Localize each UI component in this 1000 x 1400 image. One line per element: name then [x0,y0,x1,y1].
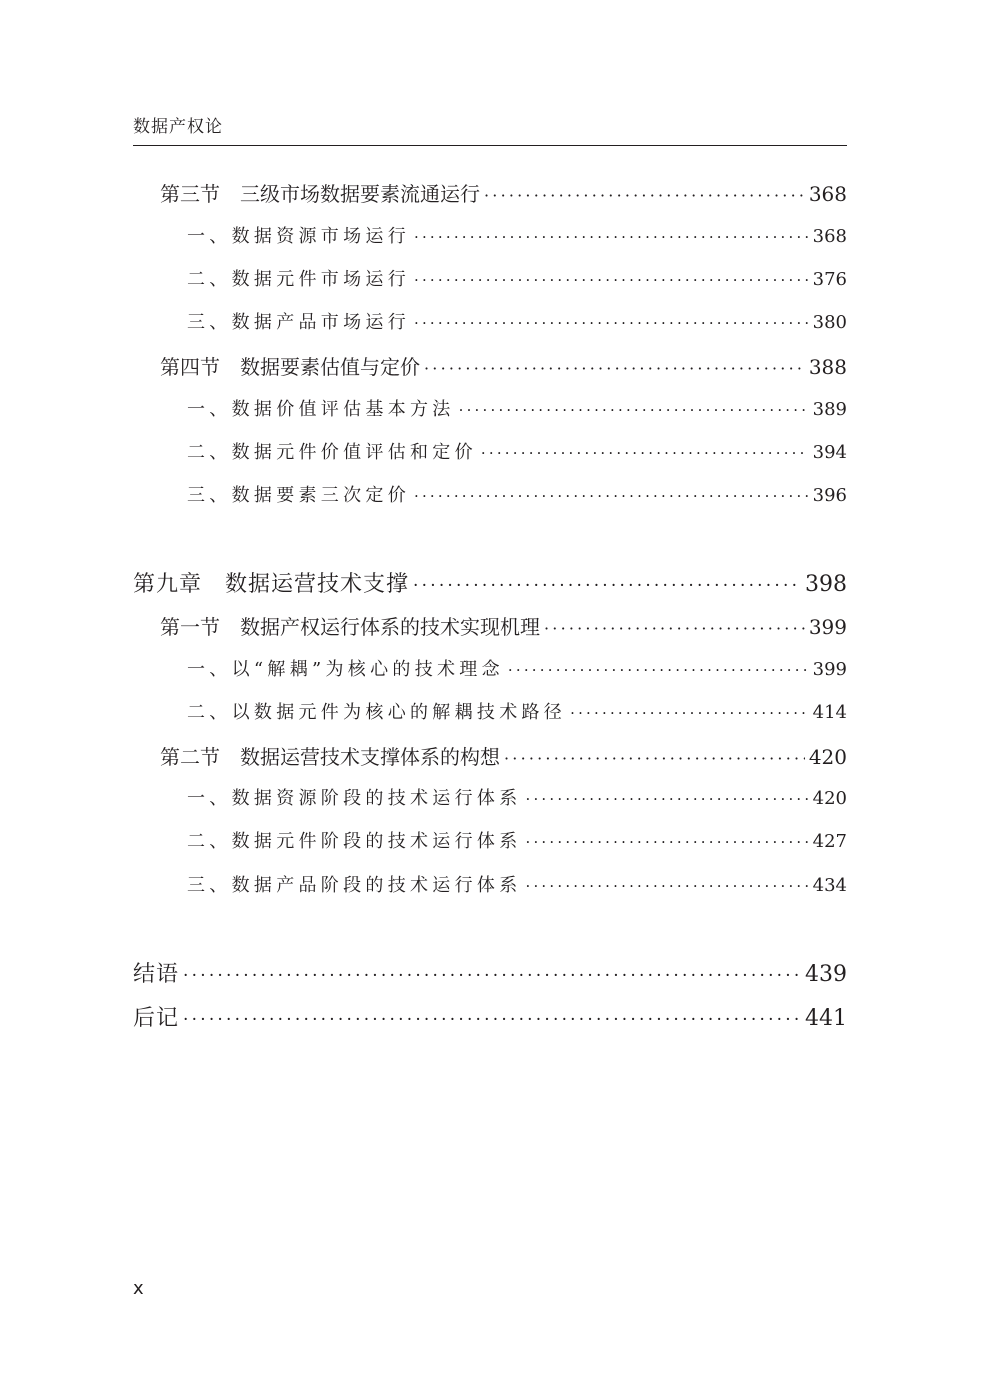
dot-leader [414,228,809,246]
dot-leader [484,186,805,205]
dot-leader [504,749,805,768]
toc-entry-label: 三、数据要素三次定价 [187,485,410,506]
toc-entry-label: 一、数据资源阶段的技术运行体系 [187,788,522,809]
toc-page-number: 376 [812,269,847,290]
toc-page-number: 399 [808,615,847,639]
toc-entry-label: 结语 [133,962,180,987]
toc-entry[interactable] [133,871,847,897]
toc-entry-label: 第三节 三级市场数据要素流通运行 [160,182,480,206]
toc-entry[interactable] [133,481,847,507]
dot-leader [413,576,801,596]
toc-entry[interactable] [133,698,847,724]
dot-leader [183,1010,801,1030]
toc-entry[interactable] [133,655,847,681]
dot-leader [459,401,809,419]
toc-page-number: 368 [808,182,847,206]
toc-entry-label: 二、以数据元件为核心的解耦技术路径 [187,702,567,723]
dot-leader [414,487,809,505]
dot-leader [414,271,809,289]
running-head-title: 数据产权论 [133,117,223,137]
dot-leader [526,877,809,895]
toc-entry[interactable] [133,178,847,207]
toc-page-number: 420 [812,788,847,809]
toc-entry[interactable] [133,438,847,464]
toc-entry[interactable] [133,395,847,421]
toc-page-number: 427 [812,831,847,852]
toc-page-number: 380 [812,312,847,333]
toc-entry-label: 二、数据元件阶段的技术运行体系 [187,831,522,852]
toc-entry[interactable] [133,308,847,334]
toc-entry[interactable] [133,351,847,380]
toc-page-number: 398 [805,572,847,597]
toc-entry[interactable] [133,265,847,291]
toc-entry[interactable] [133,784,847,810]
toc-entry-label: 二、数据元件价值评估和定价 [187,442,477,463]
toc-entry-label: 二、数据元件市场运行 [187,269,410,290]
dot-leader [414,314,809,332]
toc-entry-label: 三、数据产品阶段的技术运行体系 [187,875,522,896]
toc-page-number: 414 [812,702,847,723]
toc-entry-label: 一、数据价值评估基本方法 [187,399,455,420]
toc-entry[interactable] [133,567,847,598]
dot-leader [544,619,805,638]
toc-page-number: 388 [808,355,847,379]
dot-leader [526,790,809,808]
dot-leader [481,444,809,462]
header-divider [133,145,847,146]
page-number: x [133,1278,144,1299]
toc-page-number: 441 [805,1006,847,1031]
toc-page-number: 439 [805,962,847,987]
toc-entry-label: 三、数据产品市场运行 [187,312,410,333]
dot-leader [424,359,805,378]
toc-entry-label: 一、数据资源市场运行 [187,226,410,247]
dot-leader [183,966,801,986]
toc-entry-label: 一、以“解耦”为核心的技术理念 [187,659,504,680]
toc-page-number: 389 [812,399,847,420]
toc-page-number: 420 [808,745,847,769]
toc-entry[interactable] [133,827,847,853]
toc-page-number: 399 [812,659,847,680]
toc-entry-label: 第九章 数据运营技术支撑 [133,572,410,597]
dot-leader [570,704,809,722]
toc-page-number: 396 [812,485,847,506]
toc-page-number: 434 [812,875,847,896]
toc-page-number: 368 [812,226,847,247]
toc-entry[interactable] [133,741,847,770]
dot-leader [526,833,809,851]
toc-entry-label: 第一节 数据产权运行体系的技术实现机理 [160,615,540,639]
toc-entry[interactable] [133,957,847,988]
toc-entry[interactable] [133,611,847,640]
toc-entry[interactable] [133,1001,847,1032]
dot-leader [508,661,809,679]
toc-entry-label: 后记 [133,1006,180,1031]
toc-entry-label: 第二节 数据运营技术支撑体系的构想 [160,745,500,769]
toc-page-number: 394 [812,442,847,463]
toc-entry-label: 第四节 数据要素估值与定价 [160,355,420,379]
toc-entry[interactable] [133,222,847,248]
